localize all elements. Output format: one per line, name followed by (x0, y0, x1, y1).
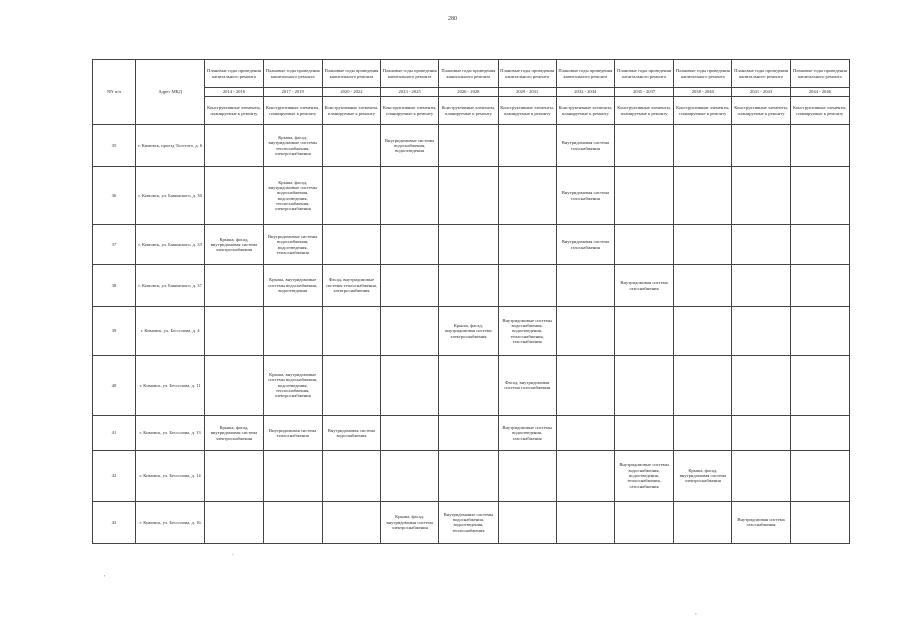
table-row (93, 451, 850, 501)
period-subheader: Конструктивные элементы, планируемые к ремонту (674, 97, 732, 125)
row-number: 42 (93, 451, 136, 501)
period-years: 2044 - 2046 (790, 88, 849, 97)
period-subheader: Конструктивные элементы, планируемые к ремонту (732, 97, 790, 125)
repair-cell: Внутридомовая система газоснабжения (732, 501, 790, 543)
repair-cell (674, 125, 732, 167)
repair-cell (674, 167, 732, 225)
address-column-header: Адрес МКД (135, 60, 204, 125)
repair-cell (790, 265, 849, 306)
repair-cell (439, 167, 498, 225)
repair-cell (614, 306, 673, 355)
repair-cell (556, 265, 614, 306)
repair-cell: Фасад, внутридомовые системы теплоснабжения, электроснабжения (322, 265, 380, 306)
period-years: 2041 - 2043 (732, 88, 790, 97)
period-years: 2014 - 2016 (205, 88, 263, 97)
period-header: Плановые годы проведения капитального ремонта (732, 60, 790, 88)
repair-cell (498, 224, 556, 264)
row-address: г. Кимовск, ул. Бакинского, д. 37 (135, 265, 204, 306)
repair-cell (381, 415, 439, 450)
repair-cell (674, 224, 732, 264)
page-number: 280 (448, 16, 457, 22)
repair-cell (439, 451, 498, 501)
repair-cell (790, 356, 849, 416)
repair-cell (556, 501, 614, 543)
repair-cell (205, 501, 263, 543)
period-subheader: Конструктивные элементы, планируемые к ремонту (439, 97, 498, 125)
repair-cell (381, 356, 439, 416)
repair-cell (381, 306, 439, 355)
repair-cell (556, 306, 614, 355)
repair-cell: Фасад, внутридомовая система газоснабжения (498, 356, 556, 416)
row-address: г. Кимовск, ул. Бессолова, д. 16 (135, 501, 204, 543)
repair-cell (263, 451, 322, 501)
period-years: 2020 - 2022 (322, 88, 380, 97)
repair-cell (322, 356, 380, 416)
repair-cell: Крыша, фасад, внутридомовая система электроснабжения (439, 306, 498, 355)
period-subheader: Конструктивные элементы, планируемые к ремонту (790, 97, 849, 125)
repair-cell (732, 306, 790, 355)
period-header: Плановые годы проведения капитального ремонта (322, 60, 380, 88)
repair-cell: Крыша, фасад, внутридомовая система электроснабжения (205, 224, 263, 264)
repair-cell (439, 356, 498, 416)
repair-cell: Внутридомовая система газоснабжения (556, 224, 614, 264)
repair-cell (498, 265, 556, 306)
repair-cell (498, 451, 556, 501)
row-number: 36 (93, 167, 136, 225)
row-number: 39 (93, 306, 136, 355)
repair-cell: Крыша, фасад, внутридомовые системы водоснабжения, водоотведения, теплоснабжения, электроснабжения (263, 167, 322, 225)
repair-cell (674, 415, 732, 450)
repair-cell (556, 356, 614, 416)
repair-cell: Внутридомовая система газоснабжения (614, 265, 673, 306)
period-subheader: Конструктивные элементы, планируемые к ремонту (556, 97, 614, 125)
row-address: г. Кимовск, ул. Бакинского, д. 30 (135, 167, 204, 225)
repair-cell: Внутридомовая система водоснабжения (322, 415, 380, 450)
period-years: 2029 - 2031 (498, 88, 556, 97)
table-row (93, 167, 850, 225)
repair-cell: Внутридомовые системы водоотведения, газоснабжения (498, 415, 556, 450)
repair-cell (732, 356, 790, 416)
period-header: Плановые годы проведения капитального ремонта (790, 60, 849, 88)
period-subheader: Конструктивные элементы, планируемые к ремонту (381, 97, 439, 125)
repair-cell (381, 167, 439, 225)
repair-cell (439, 265, 498, 306)
repair-cell (732, 415, 790, 450)
repair-cell (614, 224, 673, 264)
repair-cell (439, 224, 498, 264)
repair-cell (790, 167, 849, 225)
repair-cell (556, 451, 614, 501)
period-header: Плановые годы проведения капитального ремонта (263, 60, 322, 88)
period-header: Плановые годы проведения капитального ремонта (674, 60, 732, 88)
repair-cell (322, 125, 380, 167)
row-address: г. Кимовск, ул. Бессолова, д. 14 (135, 451, 204, 501)
repair-cell: Внутридомовые системы водоснабжения, водоотведения, теплоснабжения, газоснабжения (498, 306, 556, 355)
repair-cell (205, 167, 263, 225)
nn-column-header: NN п/п (93, 60, 136, 125)
scan-mark: ' (104, 574, 106, 582)
repair-cell (674, 265, 732, 306)
period-header: Плановые годы проведения капитального ремонта (498, 60, 556, 88)
period-years: 2026 - 2028 (439, 88, 498, 97)
repair-cell (732, 265, 790, 306)
repair-cell (263, 306, 322, 355)
repair-cell (205, 265, 263, 306)
repair-cell (205, 451, 263, 501)
repair-cell (790, 501, 849, 543)
repair-cell (263, 501, 322, 543)
repair-cell (205, 306, 263, 355)
repair-cell (614, 501, 673, 543)
repair-cell (205, 356, 263, 416)
table-header (93, 60, 850, 125)
row-address: г. Кимовск, ул. Бакинского, д. 33 (135, 224, 204, 264)
repair-cell: Крыша, фасад, внутридомовая система электроснабжения (205, 415, 263, 450)
repair-cell (322, 224, 380, 264)
row-number: 37 (93, 224, 136, 264)
repair-cell (732, 451, 790, 501)
period-years: 2032 - 2034 (556, 88, 614, 97)
period-subheader: Конструктивные элементы, планируемые к ремонту (498, 97, 556, 125)
repair-cell (732, 224, 790, 264)
table-body (93, 125, 850, 544)
table-row (93, 125, 850, 167)
row-number: 35 (93, 125, 136, 167)
header-row-titles (93, 60, 850, 88)
repair-cell: Внутридомовая система газоснабжения (556, 167, 614, 225)
repair-cell (790, 306, 849, 355)
row-address: г. Кимовск, проезд Толстого, д. 6 (135, 125, 204, 167)
repair-cell (732, 125, 790, 167)
repair-cell (614, 125, 673, 167)
table-row (93, 501, 850, 543)
repair-cell (790, 415, 849, 450)
repair-cell (498, 501, 556, 543)
row-address: г. Кимовск, ул. Бессолова, д. 13 (135, 415, 204, 450)
row-address: г. Кимовск, ул. Бессолова, д. 4 (135, 306, 204, 355)
repair-cell (322, 451, 380, 501)
header-row-subtitles (93, 97, 850, 125)
row-number: 43 (93, 501, 136, 543)
repair-cell (439, 415, 498, 450)
repair-cell (205, 125, 263, 167)
scan-mark: . (232, 549, 234, 557)
row-number: 41 (93, 415, 136, 450)
repair-cell (674, 501, 732, 543)
row-number: 40 (93, 356, 136, 416)
repair-cell: Внутридомовые системы водоснабжения, водоотведения, теплоснабжения (439, 501, 498, 543)
repair-cell: Крыша, фасад, внутридомовая система электроснабжения (674, 451, 732, 501)
period-subheader: Конструктивные элементы, планируемые к ремонту (263, 97, 322, 125)
repair-cell (498, 125, 556, 167)
repair-cell: Крыша, внутридомовые системы водоснабжения, водоотведения (263, 265, 322, 306)
repair-cell: Внутридомовые системы водоснабжения, водоотведения, теплоснабжения (263, 224, 322, 264)
period-years: 2038 - 2040 (674, 88, 732, 97)
repair-cell (381, 224, 439, 264)
repair-cell (322, 306, 380, 355)
period-header: Плановые годы проведения капитального ремонта (556, 60, 614, 88)
period-subheader: Конструктивные элементы, планируемые к ремонту (205, 97, 263, 125)
repair-cell (614, 167, 673, 225)
table-row (93, 306, 850, 355)
repair-cell: Крыша, внутридомовые системы водоснабжения, водоотведения, теплоснабжения, электроснабжения (263, 356, 322, 416)
repair-cell: Крыша, фасад, внутридомовая система электроснабжения (381, 501, 439, 543)
row-address: г. Кимовск, ул. Бессолова, д. 11 (135, 356, 204, 416)
period-subheader: Конструктивные элементы, планируемые к ремонту (322, 97, 380, 125)
period-years: 2035 - 2037 (614, 88, 673, 97)
period-years: 2023 - 2025 (381, 88, 439, 97)
row-number: 38 (93, 265, 136, 306)
repair-cell (322, 167, 380, 225)
repair-cell (381, 265, 439, 306)
repair-cell (674, 356, 732, 416)
repair-cell (556, 415, 614, 450)
repair-cell: Крыша, фасад, внутридомовые системы теплоснабжения, электроснабжения (263, 125, 322, 167)
scan-mark: , (695, 608, 697, 616)
repair-cell: Внутридомовые системы водоснабжения, водоотведения, теплоснабжения, газоснабжения (614, 451, 673, 501)
period-header: Плановые годы проведения капитального ремонта (205, 60, 263, 88)
repair-cell (614, 356, 673, 416)
repair-cell: Внутридомовая система газоснабжения (556, 125, 614, 167)
period-subheader: Конструктивные элементы, планируемые к ремонту (614, 97, 673, 125)
repair-cell (322, 501, 380, 543)
repair-cell (790, 451, 849, 501)
header-row-years (93, 88, 850, 97)
repair-cell (381, 451, 439, 501)
repair-cell (790, 125, 849, 167)
repair-cell (732, 167, 790, 225)
repair-cell (790, 224, 849, 264)
repair-cell: Внутридомовая система теплоснабжения (263, 415, 322, 450)
repair-cell (614, 415, 673, 450)
table-row (93, 415, 850, 450)
repair-cell (674, 306, 732, 355)
table-row (93, 224, 850, 264)
repair-cell (498, 167, 556, 225)
repair-cell: Внутридомовые системы водоснабжения, водоотведения (381, 125, 439, 167)
period-header: Плановые годы проведения капитального ремонта (614, 60, 673, 88)
repair-schedule-table (92, 59, 850, 544)
repair-cell (439, 125, 498, 167)
period-header: Плановые годы проведения капитального ремонта (381, 60, 439, 88)
table-row (93, 356, 850, 416)
table-row (93, 265, 850, 306)
period-header: Плановые годы проведения капитального ремонта (439, 60, 498, 88)
period-years: 2017 - 2019 (263, 88, 322, 97)
